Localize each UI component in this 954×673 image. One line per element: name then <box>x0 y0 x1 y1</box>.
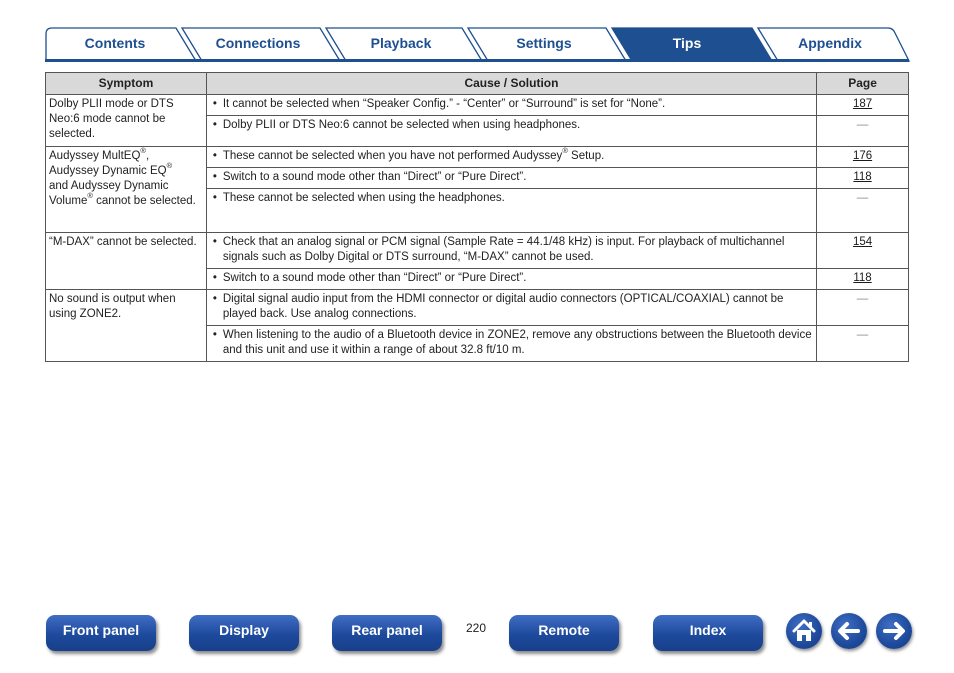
bullet: • <box>212 98 217 110</box>
cause-text: Digital signal audio input from the HDMI connector or digital audio connectors (OPTICAL/COAXIAL) cannot be played back. Use analog connections. <box>222 293 784 320</box>
cause-cell <box>206 116 816 147</box>
registered-mark: ® <box>562 146 568 156</box>
page-cell <box>817 147 909 168</box>
symptom-text: and Audyssey Dynamic Volume <box>49 180 169 207</box>
home-button[interactable] <box>786 613 822 649</box>
table-row <box>46 95 909 116</box>
cause-text: These cannot be selected when using the headphones. <box>222 192 505 204</box>
symptom-cell: Dolby PLII mode or DTS Neo:6 mode cannot be selected. <box>46 95 207 147</box>
registered-mark: ® <box>87 191 93 201</box>
arrow-right-icon <box>876 613 912 649</box>
tab-settings[interactable]: Settings <box>516 35 572 51</box>
symptom-cell <box>46 147 207 233</box>
bullet: • <box>212 150 217 162</box>
no-page-dash: — <box>856 192 869 204</box>
page-cell <box>817 290 909 326</box>
tab-connections[interactable]: Connections <box>215 35 301 51</box>
page-cell <box>817 189 909 233</box>
no-page-dash: — <box>856 293 869 305</box>
page-link[interactable]: 118 <box>853 171 872 183</box>
cause-cell <box>206 233 816 269</box>
header-symptom: Symptom <box>46 73 207 95</box>
forward-button[interactable] <box>876 613 912 649</box>
troubleshooting-table <box>45 72 909 362</box>
tab-playback[interactable]: Playback <box>370 35 432 51</box>
page-link[interactable]: 118 <box>853 272 872 284</box>
display-button[interactable]: Display <box>189 615 299 651</box>
cause-cell <box>206 168 816 189</box>
bullet: • <box>212 236 217 248</box>
page-number: 220 <box>465 621 487 635</box>
tab-tips[interactable]: Tips <box>672 35 702 51</box>
table-row <box>46 147 909 168</box>
front-panel-button[interactable]: Front panel <box>46 615 156 651</box>
cause-cell <box>206 189 816 233</box>
tab-bar <box>0 24 954 64</box>
cause-cell <box>206 147 816 168</box>
cause-text: Check that an analog signal or PCM signal (Sample Rate = 44.1/48 kHz) is input. For playback of multichannel signals such as Dolby Digital or DTS surround, “M-DAX” cannot be used. <box>222 236 785 263</box>
page-link[interactable]: 187 <box>852 98 873 110</box>
cause-text: These cannot be selected when you have not performed Audyssey <box>222 150 563 162</box>
cause-cell <box>206 95 816 116</box>
cause-text: Switch to a sound mode other than “Direct” or “Pure Direct”. <box>222 171 527 183</box>
no-page-dash: — <box>856 119 869 131</box>
back-button[interactable] <box>831 613 867 649</box>
header-cause: Cause / Solution <box>206 73 816 95</box>
page-cell <box>817 233 909 269</box>
no-page-dash: — <box>856 329 869 341</box>
tab-contents[interactable]: Contents <box>84 35 146 51</box>
tab-appendix[interactable]: Appendix <box>798 35 862 51</box>
bullet: • <box>212 293 217 305</box>
page-cell <box>817 269 909 290</box>
bullet: • <box>212 272 217 284</box>
bullet: • <box>212 192 217 204</box>
bullet: • <box>212 119 217 131</box>
table-row <box>46 290 909 326</box>
cause-text: When listening to the audio of a Bluetooth device in ZONE2, remove any obstructions between the Bluetooth device and this unit and use it within a range of about 32.8 ft/10 m. <box>222 329 812 356</box>
bullet: • <box>212 171 217 183</box>
cause-text: It cannot be selected when “Speaker Config.” - “Center” or “Surround” is set for “None”. <box>222 98 666 110</box>
symptom-cell: “M-DAX” cannot be selected. <box>46 233 207 290</box>
cause-text: Switch to a sound mode other than “Direct” or “Pure Direct”. <box>222 272 527 284</box>
cause-cell <box>206 269 816 290</box>
symptom-text: Audyssey MultEQ <box>49 150 141 162</box>
symptom-text: , <box>145 150 150 162</box>
page-cell <box>817 168 909 189</box>
page-link[interactable]: 154 <box>852 236 873 248</box>
arrow-left-icon <box>831 613 867 649</box>
rear-panel-button[interactable]: Rear panel <box>332 615 442 651</box>
page-cell <box>817 326 909 362</box>
cause-cell <box>206 326 816 362</box>
remote-button[interactable]: Remote <box>509 615 619 651</box>
page-cell <box>817 116 909 147</box>
home-icon <box>786 613 822 649</box>
tab-baseline <box>45 59 909 62</box>
table-header-row <box>46 73 909 95</box>
index-button[interactable]: Index <box>653 615 763 651</box>
header-page: Page <box>817 73 909 95</box>
symptom-text: cannot be selected. <box>92 195 196 207</box>
symptom-text: Audyssey Dynamic EQ <box>49 165 167 177</box>
registered-mark: ® <box>166 161 173 171</box>
bullet: • <box>212 329 217 341</box>
page-link[interactable]: 176 <box>852 150 873 162</box>
cause-text: Setup. <box>567 150 605 162</box>
registered-mark: ® <box>140 146 146 156</box>
cause-cell <box>206 290 816 326</box>
symptom-cell: No sound is output when using ZONE2. <box>46 290 207 362</box>
table-row <box>46 233 909 269</box>
page-cell <box>817 95 909 116</box>
cause-text: Dolby PLII or DTS Neo:6 cannot be selected when using headphones. <box>222 119 581 131</box>
